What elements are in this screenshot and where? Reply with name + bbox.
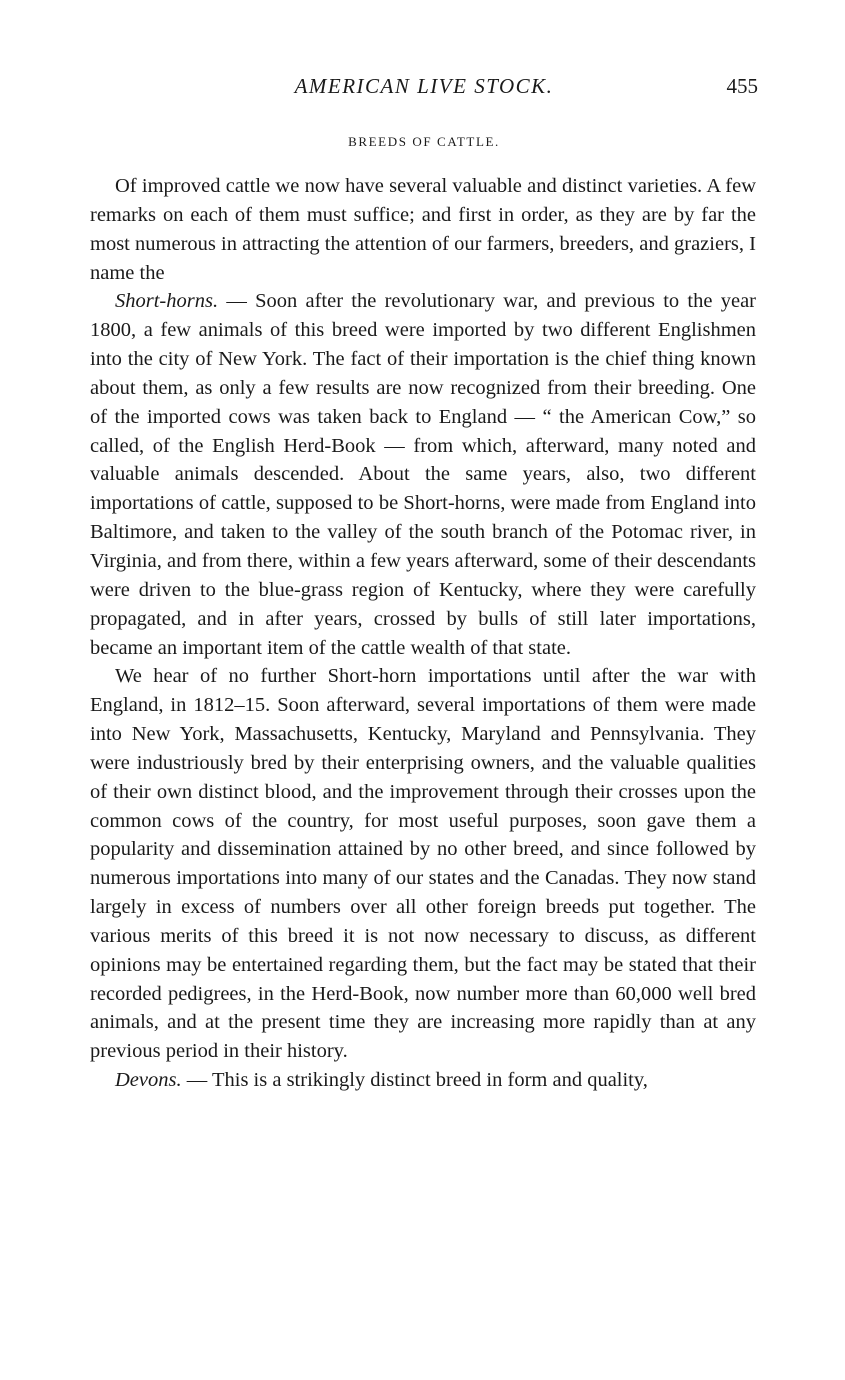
section-heading: BREEDS OF CATTLE. (348, 134, 500, 149)
paragraph-intro: Of improved cattle we now have several valuable and distinct varieties. A few remarks on each of them must suffice; and first in order, as they are by far the most numerous in attracting the attention of our farmers, breeders, and graziers, I name the (90, 175, 756, 284)
shorthorns-text: — Soon after the revolutionary war, and previous to the year 1800, a few animals of this breed were imported by two different Englishmen into the city of New York. The fact of their importation is the chief thing known about them, as only a few results are now recognized from their breeding. One of the imported cows was taken back to England — “ the American Cow,” so called, of the English Herd-Book — from which, afterward, many noted and valuable animals descended. About the same years, also, two different importations of cattle, supposed to be Short-horns, were made from England into Baltimore, and taken to the valley of the south branch of the Potomac river, in Virginia, and from there, within a few years afterward, some of their descendants were driven to the blue-grass region of Kentucky, where they were carefully propagated, and in after years, crossed by bulls of still later importations, became an important item of the cattle wealth of that state. (90, 290, 756, 659)
body-text (90, 172, 756, 1095)
page-number: 455 (726, 74, 758, 98)
devons-text: — This is a strikingly distinct breed in form and quality, (181, 1069, 648, 1092)
running-head (90, 74, 758, 104)
devons-run-in-title: Devons. (115, 1069, 182, 1092)
paragraph-shorthorns (90, 287, 756, 662)
running-title: AMERICAN LIVE STOCK. (294, 74, 554, 98)
shorthorns-run-in-title: Short-horns. (115, 290, 219, 313)
paragraph-further-importations: We hear of no further Short-horn importations until after the war with England, in 1812–15. Soon afterward, several importations of them were made into New York, Massachusetts, Kentucky, Maryland and Pennsylvania. They were industriously bred by their enterprising owners, and the valuable qualities of their own distinct blood, and the improvement through their crosses upon the common cows of the country, for most useful purposes, soon gave them a popularity and dissemination attained by no other breed, and since followed by numerous importations into many of our states and the Canadas. They now stand largely in excess of numbers over all other foreign breeds put together. The various merits of this breed it is not now necessary to discuss, as different opinions may be entertained regarding them, but the fact may be stated that their recorded pedigrees, in the Herd-Book, now number more than 60,000 well bred animals, and at the present time they are increasing more rapidly than at any previous period in their history. (90, 665, 756, 1063)
paragraph-devons (90, 1066, 756, 1095)
